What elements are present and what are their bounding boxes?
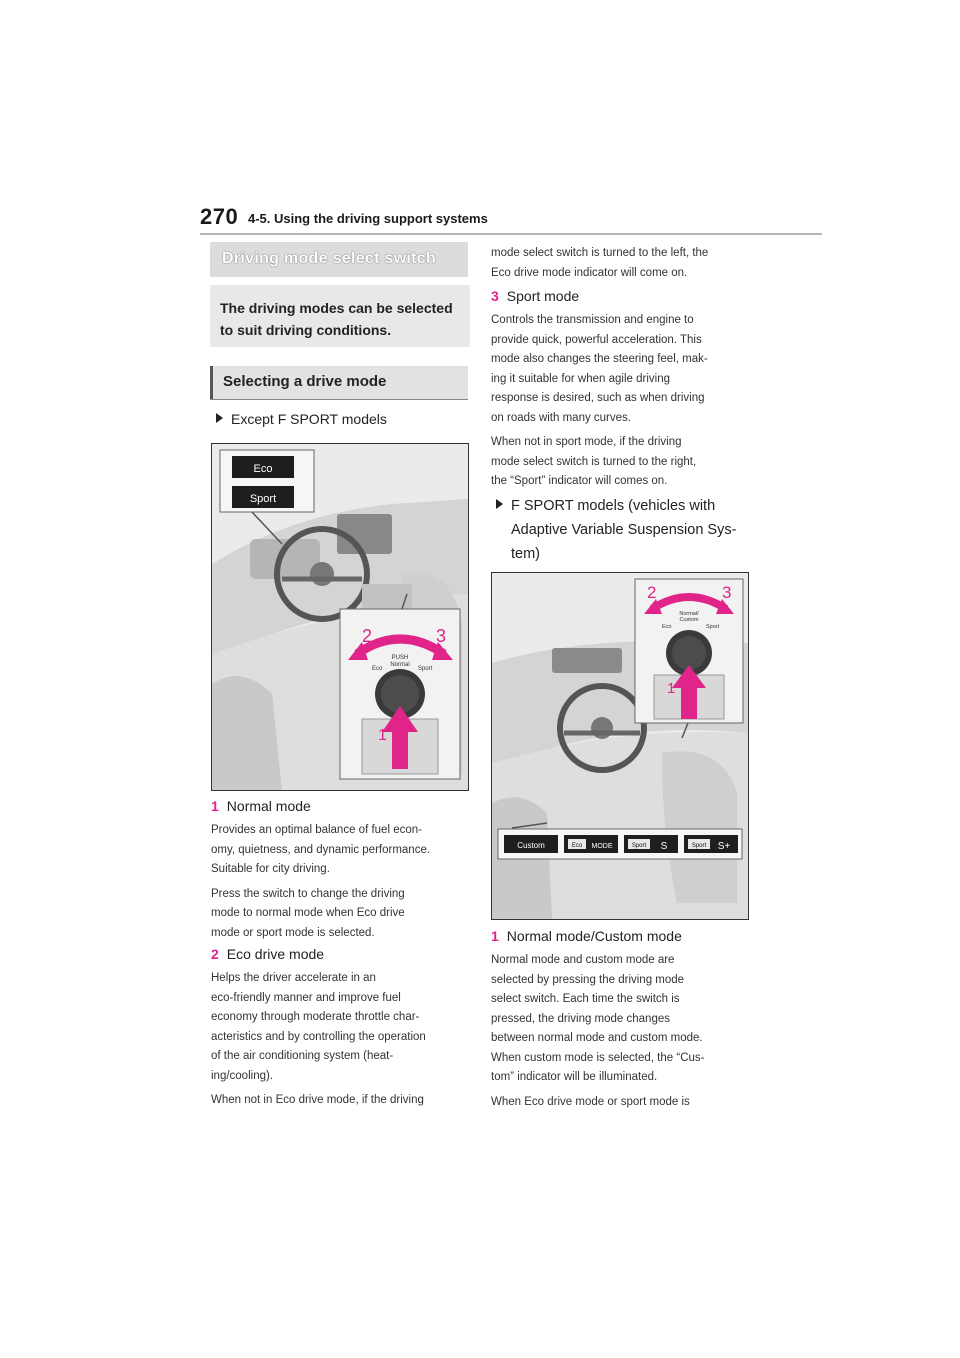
text-line: omy, quietness, and dynamic performance. bbox=[211, 843, 431, 856]
subsection-heading bbox=[210, 366, 468, 399]
indicator-eco-mode: MODE bbox=[591, 843, 613, 850]
text-line: between normal mode and custom mode. bbox=[491, 1032, 703, 1044]
text-line: select switch. Each time the switch is bbox=[491, 993, 680, 1005]
item-eco-mode bbox=[211, 943, 473, 1111]
figure-standard-switch bbox=[211, 443, 469, 791]
paragraph bbox=[491, 433, 761, 492]
bullet-except-fsport bbox=[216, 409, 387, 430]
text-line: mode to normal mode when Eco drive bbox=[211, 907, 405, 919]
callout-2: 2 bbox=[362, 626, 373, 646]
item-number: 3 bbox=[491, 288, 499, 304]
text-line: mode also changes the steering feel, mak- bbox=[491, 353, 708, 365]
item-title: Sport mode bbox=[506, 288, 580, 304]
text-line: economy through moderate throttle char- bbox=[211, 1011, 420, 1023]
text-line: the “Sport” indicator will comes on. bbox=[491, 475, 668, 487]
bullet-text: F SPORT models (vehicles with bbox=[511, 498, 716, 514]
paragraph bbox=[491, 311, 761, 428]
item-number: 1 bbox=[491, 928, 499, 944]
text-line: response is desired, such as when driving bbox=[491, 392, 705, 404]
text-line: Eco drive mode indicator will come on. bbox=[491, 266, 688, 279]
indicator-sport: Sport bbox=[631, 843, 647, 849]
dial-top-label: Normal/ bbox=[679, 611, 699, 617]
item-title: Eco drive mode bbox=[226, 946, 325, 962]
paragraph bbox=[211, 1091, 473, 1111]
dial-normal-label: Normal bbox=[390, 662, 410, 668]
text-line: mode select switch is turned to the right, bbox=[491, 455, 697, 468]
text-line: Suitable for city driving. bbox=[211, 863, 330, 875]
text-line: Helps the driver accelerate in an bbox=[211, 972, 376, 984]
subsection-title: Selecting a drive mode bbox=[223, 373, 387, 390]
eco-indicator-label: Eco bbox=[253, 463, 273, 475]
paragraph bbox=[211, 821, 473, 880]
item-number: 2 bbox=[211, 946, 219, 962]
callout-2: 2 bbox=[647, 583, 657, 602]
paragraph bbox=[491, 951, 761, 1088]
figure-fsport-switch bbox=[491, 572, 749, 920]
text-line: Press the switch to change the driving bbox=[211, 887, 405, 900]
text-line: Provides an optimal balance of fuel econ- bbox=[211, 824, 422, 836]
dial-sport-label: Sport bbox=[418, 666, 433, 672]
dial-custom-label: Custom bbox=[679, 617, 699, 623]
bullet-triangle-icon bbox=[216, 413, 223, 423]
item-sport-mode bbox=[491, 285, 761, 492]
section-title: Driving mode select switch bbox=[222, 250, 437, 267]
text-line: When custom mode is selected, the “Cus- bbox=[491, 1051, 705, 1064]
text-line: selected by pressing the driving mode bbox=[491, 973, 685, 986]
bullet-text: Adaptive Variable Suspension Sys- bbox=[511, 522, 737, 538]
dial-eco-label: Eco bbox=[662, 624, 672, 630]
callout-3: 3 bbox=[436, 626, 447, 646]
indicator-sport-plus: Sport bbox=[691, 843, 707, 849]
text-line: of the air conditioning system (heat- bbox=[211, 1050, 394, 1062]
paragraph bbox=[211, 885, 473, 944]
bullet-text: tem) bbox=[511, 546, 540, 562]
text-line: on roads with many curves. bbox=[491, 411, 631, 424]
cockpit-illustration bbox=[212, 444, 468, 790]
indicator-custom: Custom bbox=[517, 841, 545, 850]
paragraph bbox=[491, 1093, 761, 1113]
bullet-text: Except F SPORT models bbox=[231, 411, 387, 427]
text-line: tom” indicator will be illuminated. bbox=[491, 1071, 658, 1083]
section-intro-text: The driving modes can be selected to suit driving conditions. bbox=[220, 300, 453, 338]
cockpit-illustration-fsport bbox=[492, 573, 748, 919]
eco-continuation bbox=[491, 244, 761, 283]
indicator-eco: Eco bbox=[571, 843, 583, 849]
dial-eco-label: Eco bbox=[372, 666, 383, 672]
callout-1: 1 bbox=[378, 727, 387, 744]
text-line: Normal mode and custom mode are bbox=[491, 954, 675, 966]
callout-1: 1 bbox=[667, 680, 676, 697]
bullet-fsport bbox=[496, 494, 756, 566]
text-line: ing/cooling). bbox=[211, 1069, 274, 1082]
paragraph bbox=[211, 969, 473, 1086]
text-line: When not in Eco drive mode, if the driving bbox=[211, 1094, 424, 1106]
dial-sport-label: Sport bbox=[706, 624, 720, 630]
chapter-title: 4-5. Using the driving support systems bbox=[248, 211, 488, 226]
item-title: Normal mode/Custom mode bbox=[506, 928, 682, 944]
text-line: When not in sport mode, if the driving bbox=[491, 436, 682, 448]
page-number: 270 bbox=[200, 204, 239, 229]
item-title: Normal mode bbox=[226, 798, 311, 814]
text-line: ing it suitable for when agile driving bbox=[491, 372, 670, 385]
text-line: Controls the transmission and engine to bbox=[491, 314, 694, 326]
text-line: When Eco drive mode or sport mode is bbox=[491, 1095, 690, 1108]
callout-3: 3 bbox=[722, 583, 732, 602]
text-line: mode select switch is turned to the left, the bbox=[491, 247, 709, 259]
text-line: pressed, the driving mode changes bbox=[491, 1012, 670, 1025]
text-line: mode or sport mode is selected. bbox=[211, 926, 375, 939]
indicator-s: S bbox=[660, 841, 668, 852]
indicator-splus: S+ bbox=[717, 841, 731, 852]
header-rule bbox=[200, 233, 822, 235]
dial-push-label: PUSH bbox=[391, 655, 409, 661]
bullet-triangle-icon bbox=[496, 499, 503, 509]
text-line: eco-friendly manner and improve fuel bbox=[211, 991, 401, 1004]
item-normal-mode bbox=[211, 795, 473, 943]
sport-indicator-label: Sport bbox=[249, 493, 277, 505]
item-number: 1 bbox=[211, 798, 219, 814]
item-normal-custom-mode bbox=[491, 925, 761, 1112]
text-line: acteristics and by controlling the operation bbox=[211, 1030, 426, 1043]
subsection-rule bbox=[210, 399, 468, 400]
section-intro bbox=[210, 285, 470, 347]
section-heading bbox=[210, 242, 468, 277]
text-line: provide quick, powerful acceleration. This bbox=[491, 333, 702, 346]
